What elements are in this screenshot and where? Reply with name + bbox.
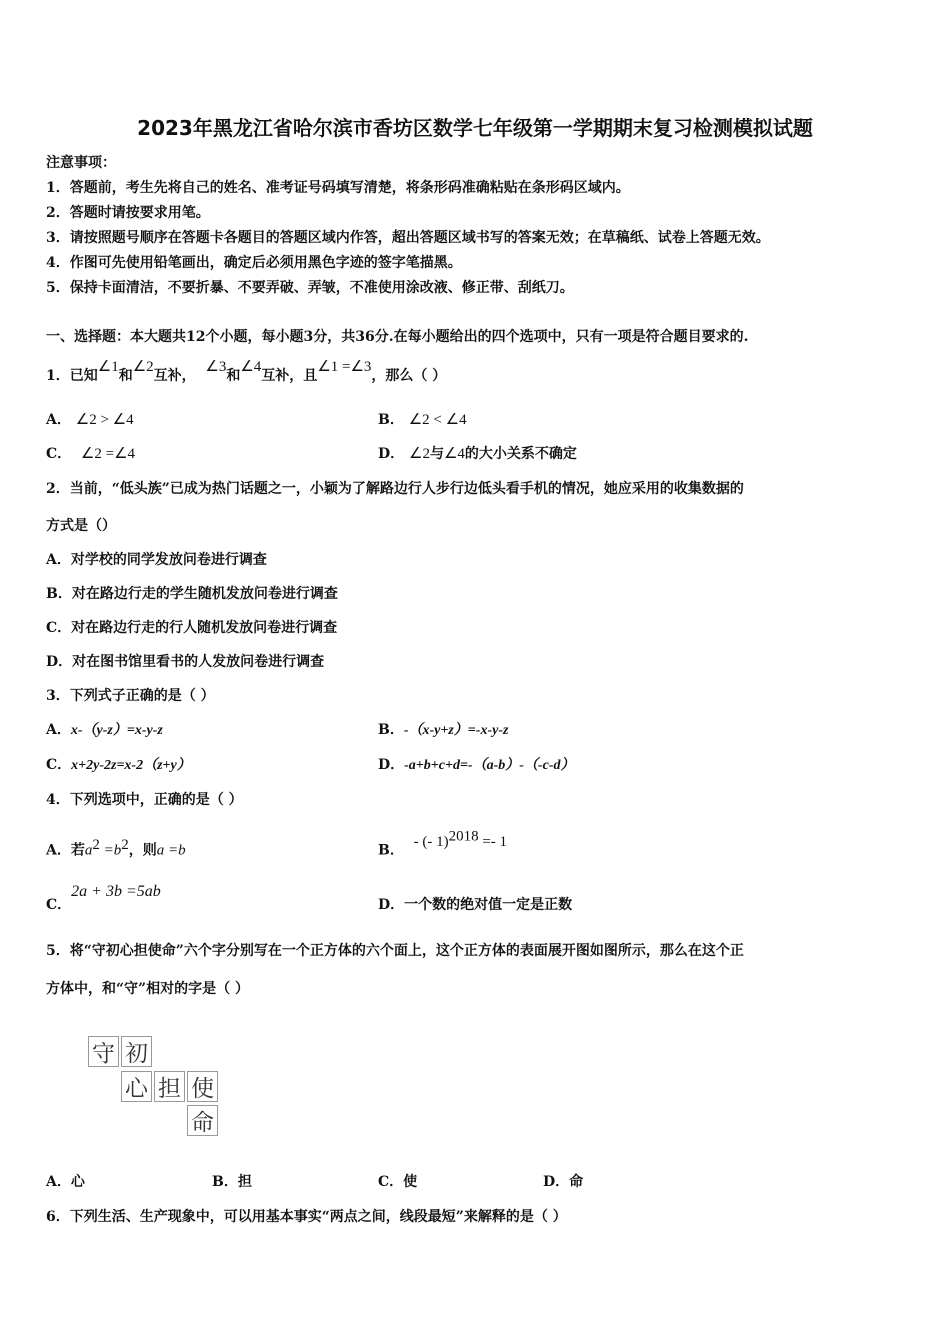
q1-supp-1: 互补，	[153, 368, 196, 384]
q1-option-c	[46, 444, 135, 464]
question-4-stem: 4．下列选项中，正确的是（ ）	[46, 792, 243, 808]
q3-option-d	[378, 755, 574, 776]
q1-option-d-math2: ∠4	[443, 446, 465, 462]
q3-option-b-text: -（x-y+z）=-x-y-z	[403, 723, 509, 738]
q1-and-1: 和	[118, 368, 133, 384]
q1-prefix: 1．已知	[46, 368, 98, 384]
q1-option-b-label: B．	[378, 412, 404, 428]
q4-option-c-label: C．	[46, 897, 72, 913]
q1-option-d-text1: 与	[429, 446, 444, 462]
notice-item-5: 5．保持卡面清洁，不要折暴、不要弄破、弄皱，不准使用涂改液、修正带、刮纸刀。	[46, 280, 574, 296]
q4-option-d	[378, 895, 572, 915]
question-2-stem-line1: 2．当前，“低头族”已成为热门话题之一，小颖为了解路边行人步行边低头看手机的情况，她应采用的收集数据的	[46, 481, 744, 497]
q1-option-b	[378, 410, 467, 430]
cube-face-dan: 担	[154, 1071, 185, 1102]
q5-option-b: B．担	[212, 1174, 252, 1190]
q4-option-a-math2: a =b	[156, 842, 186, 859]
q1-supp-2: 互补，且	[261, 368, 318, 384]
q4-option-b-exp: 2018	[448, 828, 479, 844]
q5-option-c: C．使	[378, 1174, 418, 1190]
q1-condition: ∠1 =∠3	[317, 359, 372, 375]
q1-option-a-text: ∠2 > ∠4	[75, 412, 134, 428]
q1-option-c-text: ∠2 =∠4	[80, 446, 136, 462]
notice-item-4: 4．作图可先使用铅笔画出，确定后必须用黑色字迹的签字笔描黑。	[46, 255, 462, 271]
q4-option-a-mid: ，则	[128, 842, 157, 859]
question-6-stem: 6．下列生活、生产现象中，可以用基本事实“两点之间，线段最短”来解释的是（ ）	[46, 1209, 567, 1225]
q4-option-b-base: - (- 1)	[413, 833, 449, 850]
notice-item-2: 2．答题时请按要求用笔。	[46, 205, 210, 221]
question-5-stem-line1: 5．将“守初心担使命”六个字分别写在一个正方体的六个面上，这个正方体的表面展开图如图所示，那么在这个正	[46, 943, 744, 959]
q1-option-a-label: A．	[46, 412, 71, 428]
q1-angle-4: ∠4	[240, 359, 262, 375]
question-5-stem-line2: 方体中，和“守”相对的字是（ ）	[46, 981, 249, 997]
q4-option-a-exp1: 2	[92, 837, 100, 853]
q4-option-c	[46, 883, 161, 915]
notice-item-3: 3．请按照题号顺序在答题卡各题目的答题区域内作答，超出答题区域书写的答案无效；在草稿纸、试卷上答题无效。	[46, 230, 770, 246]
q1-option-a	[46, 410, 134, 430]
question-3-stem: 3．下列式子正确的是（ ）	[46, 688, 215, 704]
q4-option-a-label: A．若	[46, 842, 85, 859]
q2-option-b: B．对在路边行走的学生随机发放问卷进行调查	[46, 586, 338, 602]
notice-heading: 注意事项：	[46, 155, 116, 171]
q4-option-a-math1: a	[84, 842, 93, 859]
q4-option-a-eq: =b	[99, 842, 122, 859]
q1-angle-3: ∠3	[205, 359, 227, 375]
cube-face-xin: 心	[121, 1071, 152, 1102]
q1-suffix: ，那么（ ）	[371, 368, 447, 384]
cube-face-ming: 命	[187, 1105, 218, 1136]
section-heading: 一、选择题：本大题共12个小题，每小题3分，共36分.在每小题给出的四个选项中，只有一项是符合题目要求的.	[46, 329, 749, 345]
q5-option-d: D．命	[543, 1174, 584, 1190]
question-2-stem-line2: 方式是（）	[46, 518, 116, 534]
q5-option-a: A．心	[46, 1174, 85, 1190]
q2-option-a: A．对学校的同学发放问卷进行调查	[46, 552, 267, 568]
q3-option-b	[378, 720, 508, 741]
q3-option-c-text: x+2y-2z=x-2（z+y）	[71, 758, 191, 773]
q3-option-c-label: C．	[46, 757, 72, 773]
cube-face-shou: 守	[88, 1036, 119, 1067]
q3-option-a-label: A．	[46, 722, 71, 738]
q1-option-d-text2: 的大小关系不确定	[464, 446, 577, 462]
q4-option-b-rhs: =- 1	[478, 833, 508, 850]
cube-net-figure	[88, 1036, 228, 1140]
q4-option-b	[378, 828, 508, 861]
q3-option-d-text: -a+b+c+d=-（a-b）-（-c-d）	[404, 758, 575, 773]
exam-title: 2023年黑龙江省哈尔滨市香坊区数学七年级第一学期期末复习检测模拟试题	[137, 116, 813, 140]
q2-option-d: D．对在图书馆里看书的人发放问卷进行调查	[46, 654, 325, 670]
q1-angle-2: ∠2	[132, 359, 154, 375]
q1-option-d-math1: ∠2	[409, 446, 430, 462]
notice-item-1: 1．答题前，考生先将自己的姓名、准考证号码填写清楚，将条形码准确粘贴在条形码区域内。	[46, 180, 630, 196]
q4-option-d-label: D．	[378, 897, 405, 913]
q4-option-c-text: 2a + 3b =5ab	[71, 883, 161, 900]
q1-and-2: 和	[226, 368, 241, 384]
q3-option-b-label: B．	[378, 722, 404, 738]
q4-option-d-text: 一个数的绝对值一定是正数	[404, 897, 573, 913]
q1-option-d-label: D．	[378, 446, 405, 462]
q1-option-b-text: ∠2 < ∠4	[408, 412, 467, 428]
q3-option-c	[46, 755, 191, 776]
q2-option-c: C．对在路边行走的行人随机发放问卷进行调查	[46, 620, 338, 636]
q4-option-a	[46, 835, 186, 861]
q4-option-a-exp2: 2	[121, 837, 129, 853]
q4-option-b-label: B．	[378, 842, 404, 859]
q1-option-c-label: C．	[46, 446, 72, 462]
q3-option-a	[46, 720, 163, 741]
question-1-stem	[46, 359, 447, 386]
cube-face-shi: 使	[187, 1071, 218, 1102]
q1-angle-1: ∠1	[97, 359, 119, 375]
q1-option-d	[378, 444, 577, 464]
q3-option-a-text: x-（y-z）=x-y-z	[70, 723, 163, 738]
q3-option-d-label: D．	[378, 757, 405, 773]
cube-face-chu: 初	[121, 1036, 152, 1067]
